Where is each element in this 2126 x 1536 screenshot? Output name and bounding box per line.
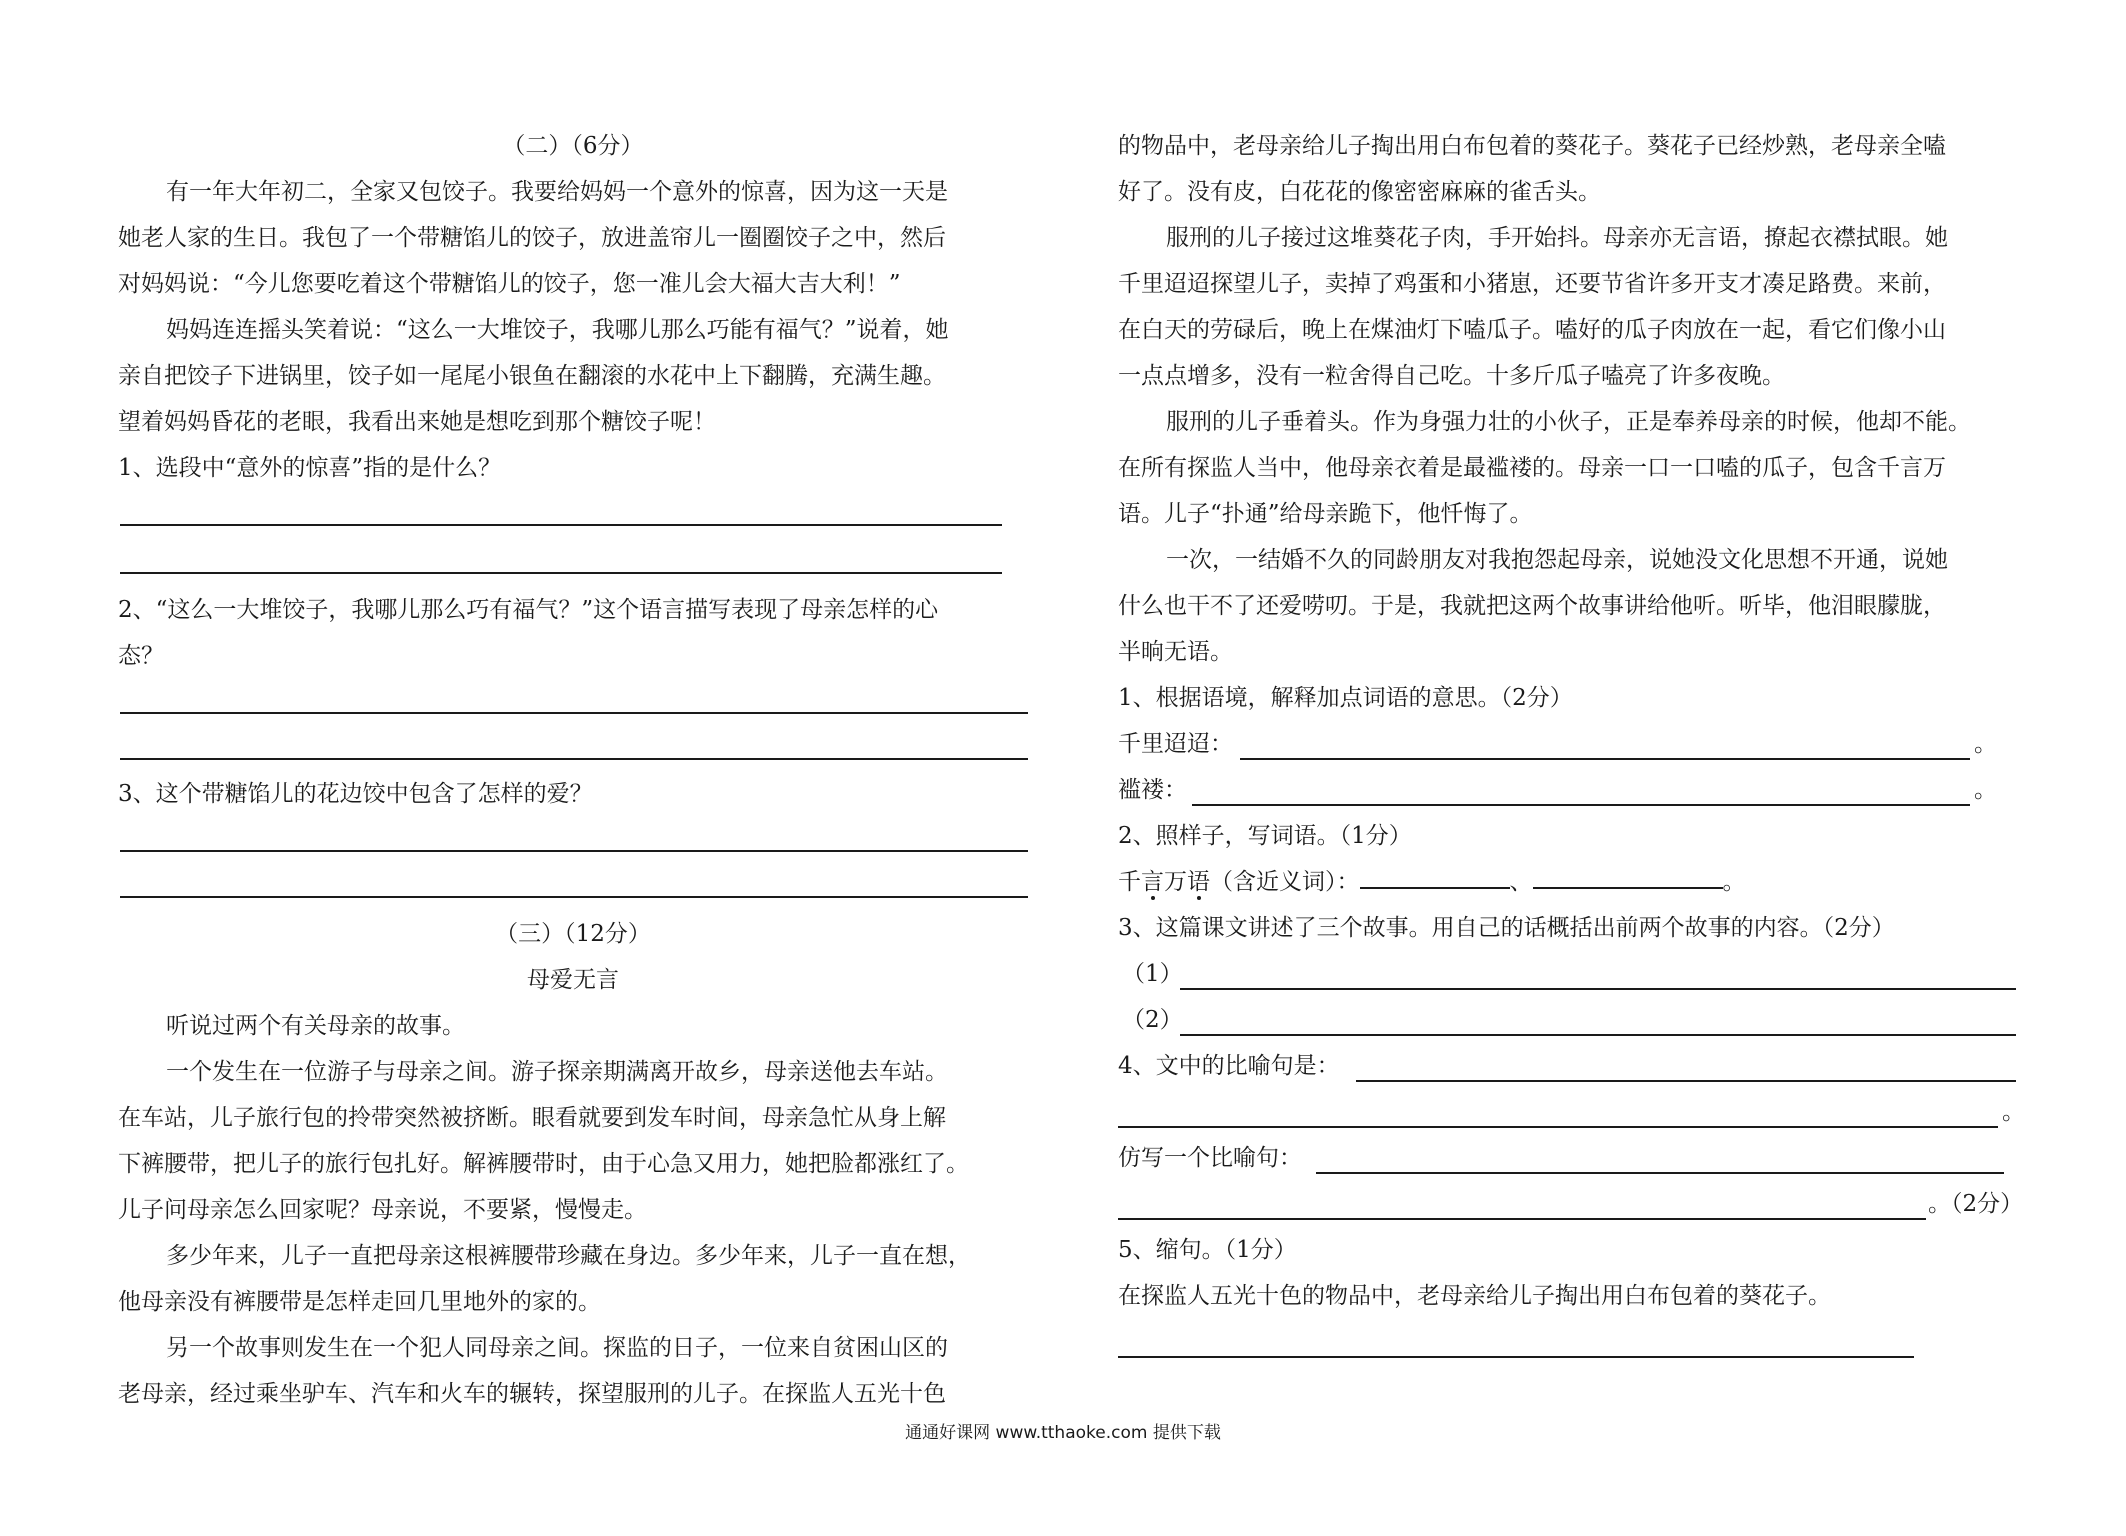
right-question-5: 5、缩句。（1分） (1118, 1237, 1297, 1263)
answer-line[interactable] (1192, 804, 1970, 806)
answer-line[interactable] (1356, 1080, 2016, 1082)
passage-line: 在车站，儿子旅行包的拎带突然被挤断。眼看就要到发车时间，母亲急忙从身上解 (118, 1105, 946, 1131)
q1-item-a-label: 千里迢迢： (1118, 731, 1233, 757)
answer-blank[interactable] (1533, 881, 1723, 889)
passage-line: 一个发生在一位游子与母亲之间。游子探亲期满离开故乡，母亲送他去车站。 (166, 1059, 948, 1085)
story-title: 母爱无言 (527, 967, 619, 993)
passage-line: 语。儿子“扑通”给母亲跪下，他忏悔了。 (1118, 501, 1533, 527)
answer-line[interactable] (1118, 1218, 1926, 1220)
period: 。 (1974, 731, 1997, 757)
passage-line: 有一年大年初二，全家又包饺子。我要给妈妈一个意外的惊喜，因为这一天是 (166, 179, 948, 205)
separator: 、 (1509, 869, 1533, 895)
right-question-3: 3、这篇课文讲述了三个故事。用自己的话概括出前两个故事的内容。（2分） (1118, 915, 1895, 941)
passage-line: 半晌无语。 (1118, 639, 1233, 665)
passage-line: 他母亲没有裤腰带是怎样走回几里地外的家的。 (118, 1289, 601, 1315)
period: 。 (1974, 777, 1997, 803)
answer-blank[interactable] (1360, 881, 1510, 889)
answer-line[interactable] (120, 758, 1028, 760)
example-word-char: 万 (1164, 869, 1187, 895)
question-2: 2、“这么一大堆饺子，我哪儿那么巧有福气？”这个语言描写表现了母亲怎样的心 (118, 597, 939, 623)
footer-credit: 通通好课网 www.tthaoke.com 提供下载 (905, 1423, 1221, 1443)
q2-note: （含近义词）： (1210, 869, 1360, 895)
answer-line[interactable] (1118, 1356, 1914, 1358)
q3-item-1-label: （1） (1122, 961, 1183, 987)
section-3-title: （三）（12分） (495, 921, 651, 947)
question-1: 1、选段中“意外的惊喜”指的是什么？ (118, 455, 502, 481)
passage-line: 在所有探监人当中，他母亲衣着是最褴褛的。母亲一口一口嗑的瓜子，包含千言万 (1118, 455, 1946, 481)
right-question-1: 1、根据语境，解释加点词语的意思。（2分） (1118, 685, 1573, 711)
period: 。 (1722, 869, 1746, 895)
passage-line: 什么也干不了还爱唠叨。于是，我就把这两个故事讲给他听。听毕，他泪眼朦胧， (1118, 593, 1946, 619)
answer-line[interactable] (1180, 988, 2016, 990)
answer-line[interactable] (1316, 1172, 2004, 1174)
passage-line: 服刑的儿子接过这堆葵花子肉，手开始抖。母亲亦无言语，撩起衣襟拭眼。她 (1166, 225, 1948, 251)
question-2-cont: 态？ (118, 643, 164, 669)
q2-example-line (1118, 862, 1746, 902)
passage-line: 亲自把饺子下进锅里，饺子如一尾尾小银鱼在翻滚的水花中上下翻腾，充满生趣。 (118, 363, 946, 389)
q1-item-b-label: 褴褛： (1118, 777, 1187, 803)
passage-line: 多少年来，儿子一直把母亲这根裤腰带珍藏在身边。多少年来，儿子一直在想， (166, 1243, 971, 1269)
passage-line: 的物品中，老母亲给儿子掏出用白布包着的葵花子。葵花子已经炒熟，老母亲全嗑 (1118, 133, 1946, 159)
answer-line[interactable] (120, 896, 1028, 898)
passage-line: 一点点增多，没有一粒舍得自己吃。十多斤瓜子嗑亮了许多夜晚。 (1118, 363, 1785, 389)
right-question-4: 4、文中的比喻句是： (1118, 1053, 1340, 1079)
example-word-char-dotted: 语 (1187, 862, 1210, 902)
period: 。 (2002, 1099, 2025, 1125)
example-word-char: 千 (1118, 869, 1141, 895)
example-word-char-dotted: 言 (1141, 862, 1164, 902)
passage-line: 服刑的儿子垂着头。作为身强力壮的小伙子，正是奉养母亲的时候，他却不能。 (1166, 409, 1971, 435)
q4-imitate-label: 仿写一个比喻句： (1118, 1145, 1302, 1171)
q4-score-text: （2分） (1951, 1191, 2024, 1217)
period: 。 (1928, 1191, 1951, 1217)
passage-line: 千里迢迢探望儿子，卖掉了鸡蛋和小猪崽，还要节省许多开支才凑足路费。来前， (1118, 271, 1946, 297)
passage-line: 一次，一结婚不久的同龄朋友对我抱怨起母亲，说她没文化思想不开通，说她 (1166, 547, 1948, 573)
passage-line: 望着妈妈昏花的老眼，我看出来她是想吃到那个糖饺子呢！ (118, 409, 716, 435)
answer-line[interactable] (120, 850, 1028, 852)
answer-line[interactable] (120, 572, 1002, 574)
passage-line: 在白天的劳碌后，晚上在煤油灯下嗑瓜子。嗑好的瓜子肉放在一起，看它们像小山 (1118, 317, 1946, 343)
question-3: 3、这个带糖馅儿的花边饺中包含了怎样的爱？ (118, 781, 593, 807)
passage-line: 她老人家的生日。我包了一个带糖馅儿的饺子，放进盖帘儿一圈圈饺子之中，然后 (118, 225, 946, 251)
passage-line: 下裤腰带，把儿子的旅行包扎好。解裤腰带时，由于心急又用力，她把脸都涨红了。 (118, 1151, 969, 1177)
passage-line: 对妈妈说：“今儿您要吃着这个带糖馅儿的饺子，您一准儿会大福大吉大利！” (118, 271, 901, 297)
passage-line: 老母亲，经过乘坐驴车、汽车和火车的辗转，探望服刑的儿子。在探监人五光十色 (118, 1381, 946, 1407)
passage-line: 儿子问母亲怎么回家呢？母亲说，不要紧，慢慢走。 (118, 1197, 647, 1223)
passage-line: 好了。没有皮，白花花的像密密麻麻的雀舌头。 (1118, 179, 1601, 205)
answer-line[interactable] (1240, 758, 1970, 760)
right-question-2: 2、照样子，写词语。（1分） (1118, 823, 1412, 849)
passage-line: 另一个故事则发生在一个犯人同母亲之间。探监的日子，一位来自贫困山区的 (166, 1335, 948, 1361)
q5-sentence: 在探监人五光十色的物品中，老母亲给儿子掏出用白布包着的葵花子。 (1118, 1283, 1831, 1309)
passage-line: 妈妈连连摇头笑着说：“这么一大堆饺子，我哪儿那么巧能有福气？”说着，她 (166, 317, 949, 343)
answer-line[interactable] (1180, 1034, 2016, 1036)
q3-item-2-label: （2） (1122, 1007, 1183, 1033)
answer-line[interactable] (120, 712, 1028, 714)
passage-line: 听说过两个有关母亲的故事。 (166, 1013, 465, 1039)
section-2-title: （二）（6分） (502, 133, 644, 159)
answer-line[interactable] (1118, 1126, 1998, 1128)
answer-line[interactable] (120, 524, 1002, 526)
q4-score (1928, 1184, 2023, 1224)
